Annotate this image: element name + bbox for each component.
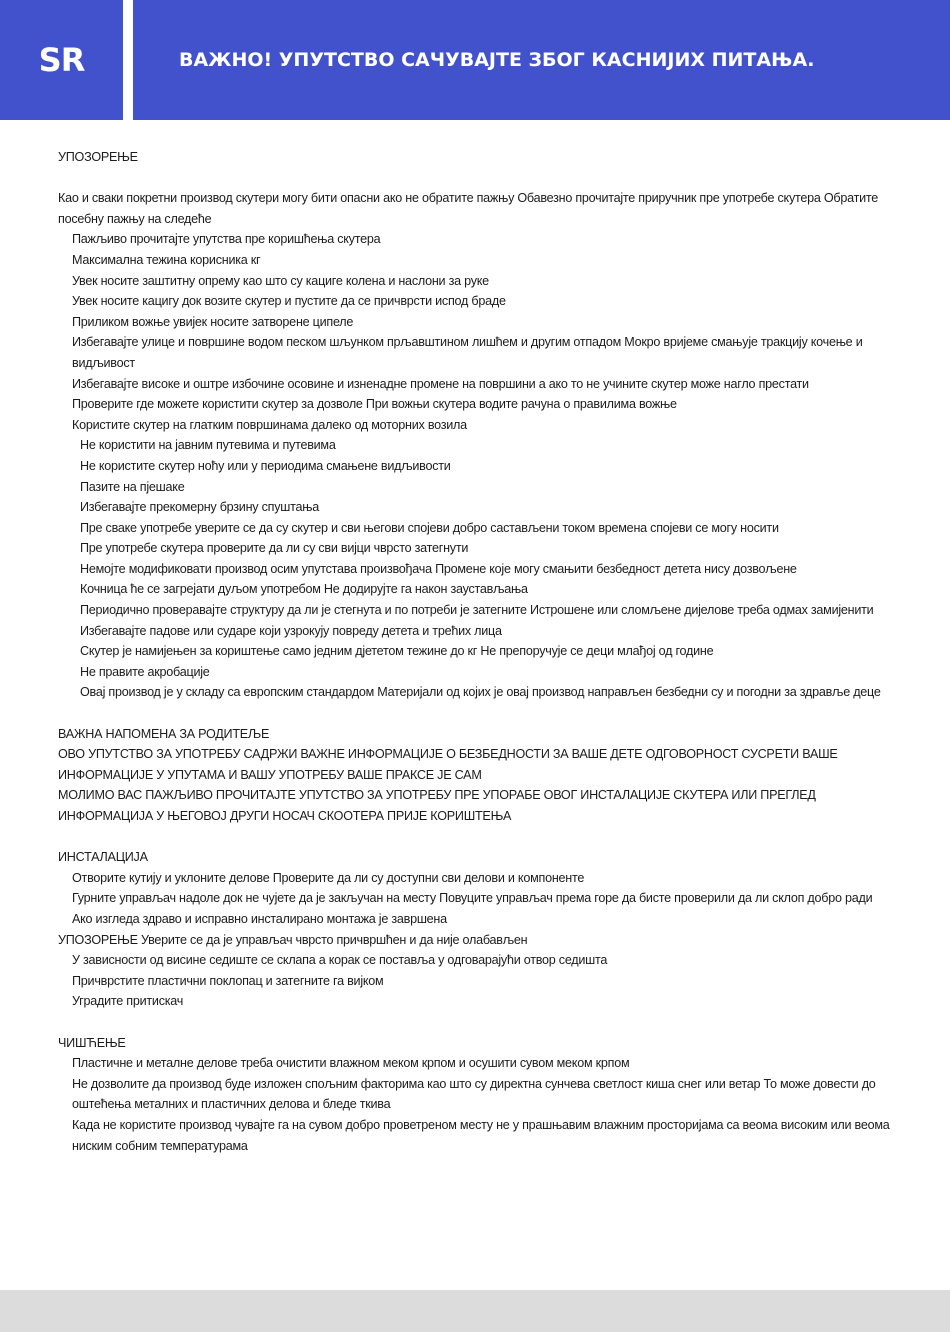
warning-subitem: Избегавајте прекомерну брзину спуштања	[80, 500, 319, 515]
section-heading-installation: ИНСТАЛАЦИЈА	[58, 850, 148, 865]
language-code: SR	[38, 41, 85, 79]
warning-subitem: Кочница ће се загрејати дуљом употребом Не додирујте га након заустављања	[80, 582, 528, 597]
warning-item: Максимална тежина корисника кг	[72, 252, 261, 267]
warning-item: Избегавајте високе и оштре избочине осовине и изненадне промене на површини а ако то не учините скутер може нагло престати	[72, 376, 809, 391]
warning-subitem: Не користите скутер ноћу или у периодима смањене видљивости	[80, 458, 451, 473]
warning-subitem: Не правите акробације	[80, 664, 210, 679]
installation-step: Уградите притискач	[72, 994, 184, 1009]
section-heading-parents: ВАЖНА НАПОМЕНА ЗА РОДИТЕЉЕ	[58, 726, 270, 741]
installation-warning: УПОЗОРЕЊЕ Уверите се да је управљач чврсто причвршћен и да није олабављен	[58, 932, 528, 947]
warning-item: Увек носите заштитну опрему као што су кациге колена и наслони за руке	[72, 273, 489, 288]
warning-item: Проверите где можете користити скутер за дозволе При вожњи скутера водите рачуна о правилима вожње	[72, 397, 677, 412]
section-heading-warning: УПОЗОРЕЊЕ	[58, 150, 138, 164]
warning-subitem: Периодично проверавајте структуру да ли је стегнута и по потреби је затегните Истрошене или сломљене дијелове треба одмах замијенити	[80, 603, 874, 618]
document-body	[58, 147, 894, 1156]
warning-item: Пажљиво прочитајте упутства пре коришћења скутера	[72, 232, 381, 247]
warning-subitem: Не користити на јавним путевима и путевима	[80, 438, 336, 453]
installation-step: Отворите кутију и уклоните делове Проверите да ли су доступни сви делови и компоненте	[72, 870, 585, 885]
warning-subitem: Скутер је намијењен за кориштење само једним дјететом тежине до кг Не препоручује се деци млађој од године	[80, 644, 714, 659]
cleaning-item: Не дозволите да производ буде изложен спољним факторима као што су директна сунчева светлост киша снег или ветар То може довести до оштећења металних и пластичних делова и бледе ткива	[72, 1076, 876, 1112]
parents-note: ОВО УПУТСТВО ЗА УПОТРЕБУ САДРЖИ ВАЖНЕ ИНФОРМАЦИЈЕ О БЕЗБЕДНОСТИ ЗА ВАШЕ ДЕТЕ ОДГОВОРНОСТ СУСРЕТИ ВАШЕ ИНФОРМАЦИЈЕ У УПУТАМА И ВАШУ УПОТРЕБУ ВАШЕ ПРАКСЕ ЈЕ САМ	[58, 747, 838, 782]
installation-step: Гурните управљач надоле док не чујете да је закључан на месту Повуците управљач према горе да бисте проверили да ли склоп добро ради Ако изгледа здраво и исправно инсталирано монтажа је завршена	[72, 891, 873, 926]
warning-intro: Као и сваки покретни производ скутери могу бити опасни ако не обратите пажњу Обавезно прочитајте приручник пре употребе скутера Обратите посебну пажњу на следеће	[58, 191, 879, 226]
warning-subitem: Пазите на пјешаке	[80, 479, 185, 494]
installation-step: Причврстите пластични поклопац и затегните га вијком	[72, 973, 384, 988]
cleaning-item: Пластичне и металне делове треба очистити влажном меком крпом и осушити сувом меком крпом	[72, 1056, 630, 1071]
installation-step: У зависности од висине седиште се склапа а корак се поставља у одговарајући отвор седишта	[72, 953, 608, 968]
parents-note: МОЛИМО ВАС ПАЖЉИВО ПРОЧИТАЈТЕ УПУТСТВО ЗА УПОТРЕБУ ПРЕ УПОРАБЕ ОВОГ ИНСТАЛАЦИЈЕ СКУТЕРА ИЛИ ПРЕГЛЕД ИНФОРМАЦИЈА У ЊЕГОВОЈ ДРУГИ НОСАЧ СКООТЕРА ПРИЈЕ КОРИШТЕЊА	[58, 788, 816, 823]
warning-subitem: Избегавајте падове или сударе који узрокују повреду детета и трећих лица	[80, 623, 502, 638]
warning-subitem: Пре употребе скутера проверите да ли су сви вијци чврсто затегнути	[80, 541, 469, 556]
warning-subitem: Немојте модификовати производ осим упутстава произвођача Промене које могу смањити безбедност детета нису дозвољене	[80, 561, 797, 576]
section-heading-cleaning: ЧИШЋЕЊЕ	[58, 1035, 126, 1050]
header-title: ВАЖНО! УПУТСТВО САЧУВАЈТЕ ЗБОГ КАСНИЈИХ ПИТАЊА.	[179, 49, 815, 71]
page-header	[0, 0, 950, 120]
warning-item: Приликом вожње увијек носите затворене ципеле	[72, 314, 354, 329]
warning-subitem: Пре сваке употребе уверите се да су скутер и сви његови спојеви добро састављени током времена спојеви се могу носити	[80, 520, 779, 535]
cleaning-item: Када не користите производ чувајте га на сувом добро проветреном месту не у прашњавим влажним просторијама са веома високим или веома ниским собним температурама	[72, 1117, 890, 1153]
language-code-badge	[0, 0, 123, 120]
warning-item: Избегавајте улице и површине водом песком шљунком прљавштином лишћем и другим отпадом Мокро вријеме смањује тракцију кочење и видљивост	[72, 335, 863, 370]
page-footer-band	[0, 1290, 950, 1332]
warning-item: Користите скутер на глатким површинама далеко од моторних возила	[72, 417, 467, 432]
header-divider	[123, 0, 133, 120]
header-title-bar	[133, 0, 950, 120]
warning-item: Увек носите кацигу док возите скутер и пустите да се причврсти испод браде	[72, 294, 506, 309]
warning-subitem: Овај производ је у складу са европским стандардом Материјали од којих је овај производ направљен безбедни су и погодни за здравље деце	[80, 685, 881, 700]
